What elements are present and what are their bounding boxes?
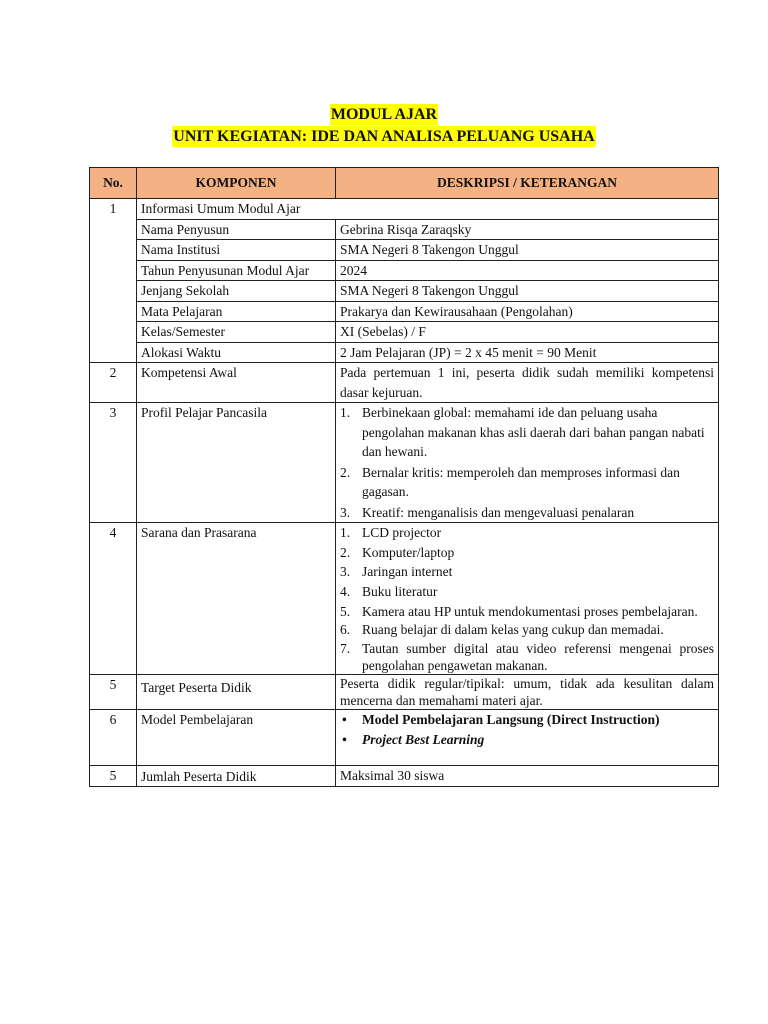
list-item: 2. Komputer/laptop xyxy=(340,544,455,560)
module-info-table xyxy=(89,167,719,787)
row-number: 4 xyxy=(90,523,137,675)
cell-label: Nama Institusi xyxy=(137,240,336,261)
list-item: 1. LCD projector xyxy=(340,525,442,540)
table-row xyxy=(90,709,719,765)
document-title-block xyxy=(0,104,768,148)
facilities-list xyxy=(340,523,714,674)
cell-label: Jenjang Sekolah xyxy=(137,281,336,302)
cell-label: Kelas/Semester xyxy=(137,322,336,343)
row-number: 3 xyxy=(90,403,137,523)
cell-value: 2 Jam Pelajaran (JP) = 2 x 45 menit = 90 Menit xyxy=(336,342,719,363)
cell-value: Gebrina Risqa Zaraqsky xyxy=(336,219,719,240)
header-deskripsi: DESKRIPSI / KETERANGAN xyxy=(336,168,719,199)
list-item: 7. Tautan sumber digital atau video referensi mengenai proses pengolahan pengawetan makanan. xyxy=(340,640,714,673)
cell-label: Jumlah Peserta Didik xyxy=(137,765,336,787)
list-item: 1. Berbinekaan global: memahami ide dan peluang usaha pengolahan makanan khas asli daerah dari bahan pangan nabati dan hewani. xyxy=(340,405,705,459)
model-list xyxy=(340,710,714,750)
table-row xyxy=(90,363,719,403)
cell-value: SMA Negeri 8 Takengon Unggul xyxy=(336,240,719,261)
list-item: 3. Kreatif: menganalisis dan mengevaluasi penalaran xyxy=(340,504,635,520)
row-number: 6 xyxy=(90,709,137,765)
row-number: 1 xyxy=(90,199,137,363)
module-title: MODUL AJAR xyxy=(330,106,438,123)
cell-label: Model Pembelajaran xyxy=(137,709,336,765)
list-item: • Project Best Learning xyxy=(342,732,485,747)
cell-value: Peserta didik regular/tipikal: umum, tidak ada kesulitan dalam mencerna dan memahami materi ajar. xyxy=(336,674,719,709)
cell-label: Profil Pelajar Pancasila xyxy=(137,403,336,523)
cell-value: 2024 xyxy=(336,260,719,281)
table-row xyxy=(90,523,719,675)
table-row xyxy=(90,260,719,281)
list-item: 5. Kamera atau HP untuk mendokumentasi proses pembelajaran. xyxy=(340,604,698,619)
table-row xyxy=(90,322,719,343)
header-komponen: KOMPONEN xyxy=(137,168,336,199)
table-row xyxy=(90,765,719,787)
unit-title: UNIT KEGIATAN: IDE DAN ANALISA PELUANG USAHA xyxy=(173,128,595,145)
cell-label: Nama Penyusun xyxy=(137,219,336,240)
table-row xyxy=(90,199,719,220)
header-no: No. xyxy=(90,168,137,199)
cell-label: Kompetensi Awal xyxy=(137,363,336,403)
cell-value: Pada pertemuan 1 ini, peserta didik sudah memiliki kompetensi dasar kejuruan. xyxy=(336,363,719,403)
row-number: 5 xyxy=(90,674,137,709)
cell-label: Tahun Penyusunan Modul Ajar xyxy=(137,260,336,281)
table-row xyxy=(90,281,719,302)
cell-value xyxy=(336,709,719,765)
cell-value: XI (Sebelas) / F xyxy=(336,322,719,343)
table-row xyxy=(90,240,719,261)
cell-value: Maksimal 30 siswa xyxy=(336,765,719,787)
cell-label: Mata Pelajaran xyxy=(137,301,336,322)
row-number: 2 xyxy=(90,363,137,403)
table-row xyxy=(90,219,719,240)
table-row xyxy=(90,342,719,363)
cell-value: Prakarya dan Kewirausahaan (Pengolahan) xyxy=(336,301,719,322)
section-title: Informasi Umum Modul Ajar xyxy=(137,199,719,220)
list-item: 3. Jaringan internet xyxy=(340,564,453,579)
cell-value: SMA Negeri 8 Takengon Unggul xyxy=(336,281,719,302)
cell-label: Target Peserta Didik xyxy=(137,674,336,709)
row-number: 5 xyxy=(90,765,137,787)
cell-value xyxy=(336,403,719,523)
profile-list xyxy=(340,403,714,522)
table-row xyxy=(90,403,719,523)
list-item: 2. Bernalar kritis: memperoleh dan memproses informasi dan gagasan. xyxy=(340,464,680,499)
table-row xyxy=(90,674,719,709)
list-item: • Model Pembelajaran Langsung (Direct Instruction) xyxy=(342,711,660,727)
list-item: 4. Buku literatur xyxy=(340,583,438,599)
table-header-row xyxy=(90,168,719,199)
cell-value xyxy=(336,523,719,675)
table-row xyxy=(90,301,719,322)
cell-label: Alokasi Waktu xyxy=(137,342,336,363)
cell-label: Sarana dan Prasarana xyxy=(137,523,336,675)
list-item: 6. Ruang belajar di dalam kelas yang cukup dan memadai. xyxy=(340,622,664,637)
